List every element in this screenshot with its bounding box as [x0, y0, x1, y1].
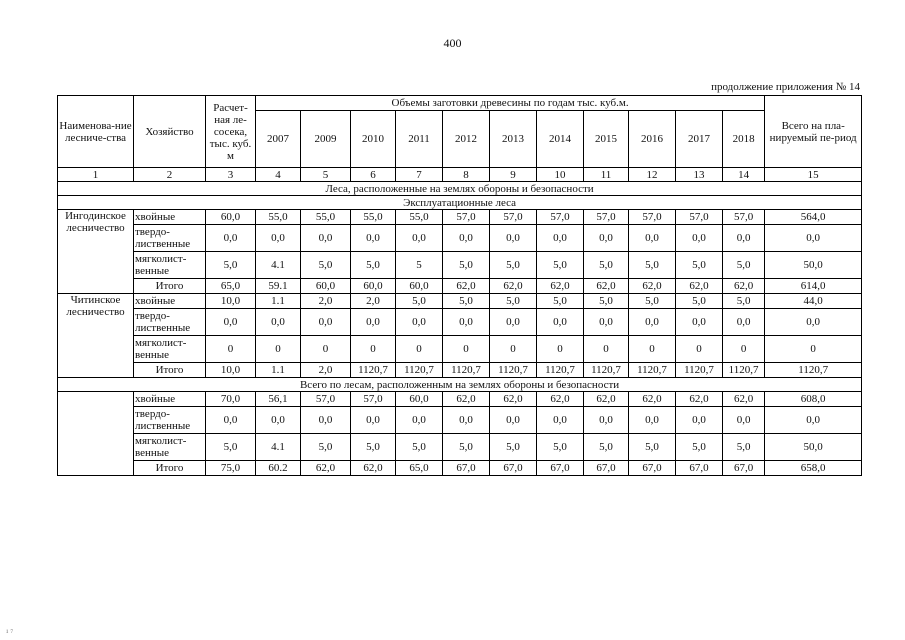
value-cell: 0,0: [629, 225, 676, 252]
value-cell: 0,0: [443, 309, 490, 336]
value-cell: 0: [490, 336, 537, 363]
forestry-name: Читинское лесничество: [58, 294, 134, 378]
value-cell: 1120,7: [723, 363, 765, 378]
value-cell: 67,0: [584, 461, 629, 476]
column-number-cell: 2: [134, 168, 206, 182]
year-header-cell: 2011: [396, 111, 443, 168]
total-cell: 50,0: [765, 252, 862, 279]
value-cell: 57,0: [490, 210, 537, 225]
value-cell: 67,0: [537, 461, 584, 476]
column-number-cell: 11: [584, 168, 629, 182]
value-cell: 55,0: [351, 210, 396, 225]
value-cell: 65,0: [396, 461, 443, 476]
value-cell: 0: [537, 336, 584, 363]
value-cell: 60.2: [256, 461, 301, 476]
value-cell: 5,0: [676, 252, 723, 279]
value-cell: 67,0: [676, 461, 723, 476]
column-number-cell: 14: [723, 168, 765, 182]
value-cell: 5,0: [443, 294, 490, 309]
value-cell: 5,0: [490, 434, 537, 461]
value-cell: 59.1: [256, 279, 301, 294]
table-row: [58, 225, 862, 252]
value-cell: 5: [396, 252, 443, 279]
table-row: [58, 461, 862, 476]
value-cell: 62,0: [537, 392, 584, 407]
value-cell: 0,0: [723, 309, 765, 336]
value-cell: 1120,7: [351, 363, 396, 378]
subsection-row: [58, 196, 862, 210]
table-row: [58, 252, 862, 279]
header-row: [58, 96, 862, 111]
value-cell: 0: [584, 336, 629, 363]
farm-type: твердо-лиственные: [134, 309, 206, 336]
value-cell: 62,0: [301, 461, 351, 476]
value-cell: 0,0: [629, 309, 676, 336]
value-cell: 0,0: [629, 407, 676, 434]
column-number-cell: 9: [490, 168, 537, 182]
header-total: Всего на пла-нируемый пе-риод: [765, 96, 862, 168]
total-cell: 50,0: [765, 434, 862, 461]
value-cell: 62,0: [537, 279, 584, 294]
column-number-cell: 1: [58, 168, 134, 182]
value-cell: 5,0: [629, 252, 676, 279]
value-cell: 0,0: [351, 407, 396, 434]
value-cell: 2,0: [301, 363, 351, 378]
value-cell: 0,0: [256, 225, 301, 252]
value-cell: 57,0: [676, 210, 723, 225]
year-header-cell: 2017: [676, 111, 723, 168]
value-cell: 5,0: [723, 434, 765, 461]
value-cell: 0,0: [537, 309, 584, 336]
value-cell: 0,0: [396, 225, 443, 252]
total-cell: 1120,7: [765, 363, 862, 378]
table-row: [58, 407, 862, 434]
value-cell: 0,0: [351, 309, 396, 336]
table-row: [58, 363, 862, 378]
value-cell: 62,0: [676, 392, 723, 407]
value-cell: 57,0: [301, 392, 351, 407]
value-cell: 1120,7: [490, 363, 537, 378]
value-cell: 60,0: [301, 279, 351, 294]
value-cell: 0,0: [206, 225, 256, 252]
value-cell: 62,0: [629, 279, 676, 294]
section-row: [58, 182, 862, 196]
value-cell: 57,0: [629, 210, 676, 225]
value-cell: 62,0: [443, 392, 490, 407]
value-cell: 0,0: [206, 309, 256, 336]
value-cell: 56,1: [256, 392, 301, 407]
farm-type: хвойные: [134, 392, 206, 407]
value-cell: 5,0: [584, 434, 629, 461]
value-cell: 0,0: [676, 225, 723, 252]
value-cell: 0: [676, 336, 723, 363]
value-cell: 5,0: [629, 434, 676, 461]
header-farm: Хозяйство: [134, 96, 206, 168]
value-cell: 60,0: [351, 279, 396, 294]
value-cell: 5,0: [206, 434, 256, 461]
value-cell: 55,0: [396, 210, 443, 225]
value-cell: 0,0: [584, 309, 629, 336]
value-cell: 0,0: [537, 225, 584, 252]
value-cell: 0,0: [723, 225, 765, 252]
value-cell: 0: [396, 336, 443, 363]
value-cell: 5,0: [584, 252, 629, 279]
table-row: [58, 294, 862, 309]
total-cell: 0,0: [765, 309, 862, 336]
value-cell: 0,0: [723, 407, 765, 434]
column-number-cell: 10: [537, 168, 584, 182]
value-cell: 0,0: [301, 225, 351, 252]
value-cell: 4.1: [256, 252, 301, 279]
total-cell: 608,0: [765, 392, 862, 407]
value-cell: 0: [443, 336, 490, 363]
value-cell: 1.1: [256, 363, 301, 378]
value-cell: 0,0: [256, 407, 301, 434]
value-cell: 5,0: [490, 294, 537, 309]
page-number: 400: [443, 36, 462, 50]
year-header-cell: 2009: [301, 111, 351, 168]
year-header-cell: 2010: [351, 111, 396, 168]
year-header-cell: 2016: [629, 111, 676, 168]
value-cell: 55,0: [256, 210, 301, 225]
value-cell: 1.1: [256, 294, 301, 309]
value-cell: 67,0: [443, 461, 490, 476]
header-forestry: Наименова-ние лесниче-ства: [58, 96, 134, 168]
value-cell: 62,0: [584, 279, 629, 294]
value-cell: 5,0: [537, 252, 584, 279]
value-cell: 0: [723, 336, 765, 363]
value-cell: 0,0: [256, 309, 301, 336]
header-volumes: Объемы заготовки древесины по годам тыс. куб.м.: [256, 96, 765, 111]
value-cell: 57,0: [443, 210, 490, 225]
table-row: [58, 336, 862, 363]
value-cell: 0,0: [443, 225, 490, 252]
value-cell: 10,0: [206, 294, 256, 309]
farm-type: хвойные: [134, 210, 206, 225]
column-number-cell: 6: [351, 168, 396, 182]
value-cell: 0,0: [301, 309, 351, 336]
column-number-cell: 3: [206, 168, 256, 182]
value-cell: 0,0: [301, 407, 351, 434]
value-cell: 62,0: [443, 279, 490, 294]
total-cell: 44,0: [765, 294, 862, 309]
value-cell: 0,0: [676, 407, 723, 434]
value-cell: 1120,7: [537, 363, 584, 378]
value-cell: 5,0: [723, 252, 765, 279]
column-number-cell: 5: [301, 168, 351, 182]
farm-type: мягколист-венные: [134, 434, 206, 461]
value-cell: 70,0: [206, 392, 256, 407]
farm-type: Итого: [134, 363, 206, 378]
value-cell: 62,0: [490, 392, 537, 407]
section-title: Леса, расположенные на землях обороны и безопасности: [58, 182, 862, 196]
farm-type: мягколист-венные: [134, 252, 206, 279]
table-row: [58, 434, 862, 461]
value-cell: 5,0: [351, 434, 396, 461]
value-cell: 1120,7: [396, 363, 443, 378]
total-cell: 658,0: [765, 461, 862, 476]
value-cell: 0: [351, 336, 396, 363]
farm-type: Итого: [134, 461, 206, 476]
value-cell: 10,0: [206, 363, 256, 378]
value-cell: 0: [301, 336, 351, 363]
year-header-cell: 2012: [443, 111, 490, 168]
value-cell: 75,0: [206, 461, 256, 476]
value-cell: 60,0: [396, 279, 443, 294]
page-mark: ¹ ⁷: [6, 628, 14, 637]
forestry-name: Ингодинское лесничество: [58, 210, 134, 294]
total-cell: 0,0: [765, 225, 862, 252]
value-cell: 57,0: [584, 210, 629, 225]
value-cell: 1120,7: [676, 363, 723, 378]
value-cell: 5,0: [490, 252, 537, 279]
value-cell: 0,0: [396, 407, 443, 434]
farm-type: Итого: [134, 279, 206, 294]
farm-type: твердо-лиственные: [134, 407, 206, 434]
value-cell: 67,0: [629, 461, 676, 476]
value-cell: 60,0: [396, 392, 443, 407]
value-cell: 2,0: [351, 294, 396, 309]
value-cell: 60,0: [206, 210, 256, 225]
value-cell: 0,0: [443, 407, 490, 434]
value-cell: 62,0: [723, 279, 765, 294]
value-cell: 0,0: [584, 407, 629, 434]
value-cell: 62,0: [490, 279, 537, 294]
harvest-volume-table: [57, 95, 862, 476]
value-cell: 62,0: [584, 392, 629, 407]
value-cell: 62,0: [676, 279, 723, 294]
value-cell: 5,0: [206, 252, 256, 279]
value-cell: 1120,7: [629, 363, 676, 378]
value-cell: 5,0: [396, 434, 443, 461]
column-number-cell: 12: [629, 168, 676, 182]
value-cell: 0,0: [351, 225, 396, 252]
column-number-cell: 13: [676, 168, 723, 182]
totals-title-row: [58, 378, 862, 392]
value-cell: 5,0: [301, 434, 351, 461]
value-cell: 57,0: [351, 392, 396, 407]
value-cell: 5,0: [396, 294, 443, 309]
value-cell: 5,0: [351, 252, 396, 279]
table-row: [58, 392, 862, 407]
value-cell: 57,0: [723, 210, 765, 225]
value-cell: 5,0: [301, 252, 351, 279]
value-cell: 1120,7: [584, 363, 629, 378]
value-cell: 67,0: [490, 461, 537, 476]
total-cell: 0,0: [765, 407, 862, 434]
value-cell: 0,0: [490, 309, 537, 336]
total-cell: 0: [765, 336, 862, 363]
year-header-cell: 2015: [584, 111, 629, 168]
column-number-row: [58, 168, 862, 182]
value-cell: 62,0: [723, 392, 765, 407]
forestry-name: [58, 392, 134, 476]
column-number-cell: 4: [256, 168, 301, 182]
column-number-cell: 8: [443, 168, 490, 182]
value-cell: 62,0: [629, 392, 676, 407]
value-cell: 5,0: [723, 294, 765, 309]
continuation-note: продолжение приложения № 14: [711, 81, 860, 93]
column-number-cell: 15: [765, 168, 862, 182]
value-cell: 0,0: [490, 225, 537, 252]
value-cell: 2,0: [301, 294, 351, 309]
table-row: [58, 210, 862, 225]
total-cell: 614,0: [765, 279, 862, 294]
value-cell: 0,0: [396, 309, 443, 336]
value-cell: 0,0: [490, 407, 537, 434]
value-cell: 4.1: [256, 434, 301, 461]
farm-type: твердо-лиственные: [134, 225, 206, 252]
table-row: [58, 309, 862, 336]
year-header-cell: 2014: [537, 111, 584, 168]
value-cell: 67,0: [723, 461, 765, 476]
value-cell: 65,0: [206, 279, 256, 294]
column-number-cell: 7: [396, 168, 443, 182]
value-cell: 5,0: [537, 434, 584, 461]
value-cell: 5,0: [443, 434, 490, 461]
value-cell: 1120,7: [443, 363, 490, 378]
value-cell: 62,0: [351, 461, 396, 476]
farm-type: хвойные: [134, 294, 206, 309]
total-cell: 564,0: [765, 210, 862, 225]
value-cell: 5,0: [676, 434, 723, 461]
value-cell: 0: [206, 336, 256, 363]
value-cell: 0,0: [537, 407, 584, 434]
value-cell: 5,0: [443, 252, 490, 279]
year-header-cell: 2018: [723, 111, 765, 168]
header-estimated-cut: Расчет-ная ле-сосека, тыс. куб. м: [206, 96, 256, 168]
value-cell: 5,0: [584, 294, 629, 309]
farm-type: мягколист-венные: [134, 336, 206, 363]
table-row: [58, 279, 862, 294]
value-cell: 5,0: [676, 294, 723, 309]
value-cell: 5,0: [537, 294, 584, 309]
value-cell: 0,0: [676, 309, 723, 336]
totals-title: Всего по лесам, расположенным на землях обороны и безопасности: [58, 378, 862, 392]
year-header-cell: 2013: [490, 111, 537, 168]
value-cell: 0: [629, 336, 676, 363]
value-cell: 5,0: [629, 294, 676, 309]
subsection-title: Эксплуатационные леса: [58, 196, 862, 210]
value-cell: 55,0: [301, 210, 351, 225]
value-cell: 0,0: [206, 407, 256, 434]
value-cell: 0: [256, 336, 301, 363]
value-cell: 0,0: [584, 225, 629, 252]
value-cell: 57,0: [537, 210, 584, 225]
year-header-cell: 2007: [256, 111, 301, 168]
